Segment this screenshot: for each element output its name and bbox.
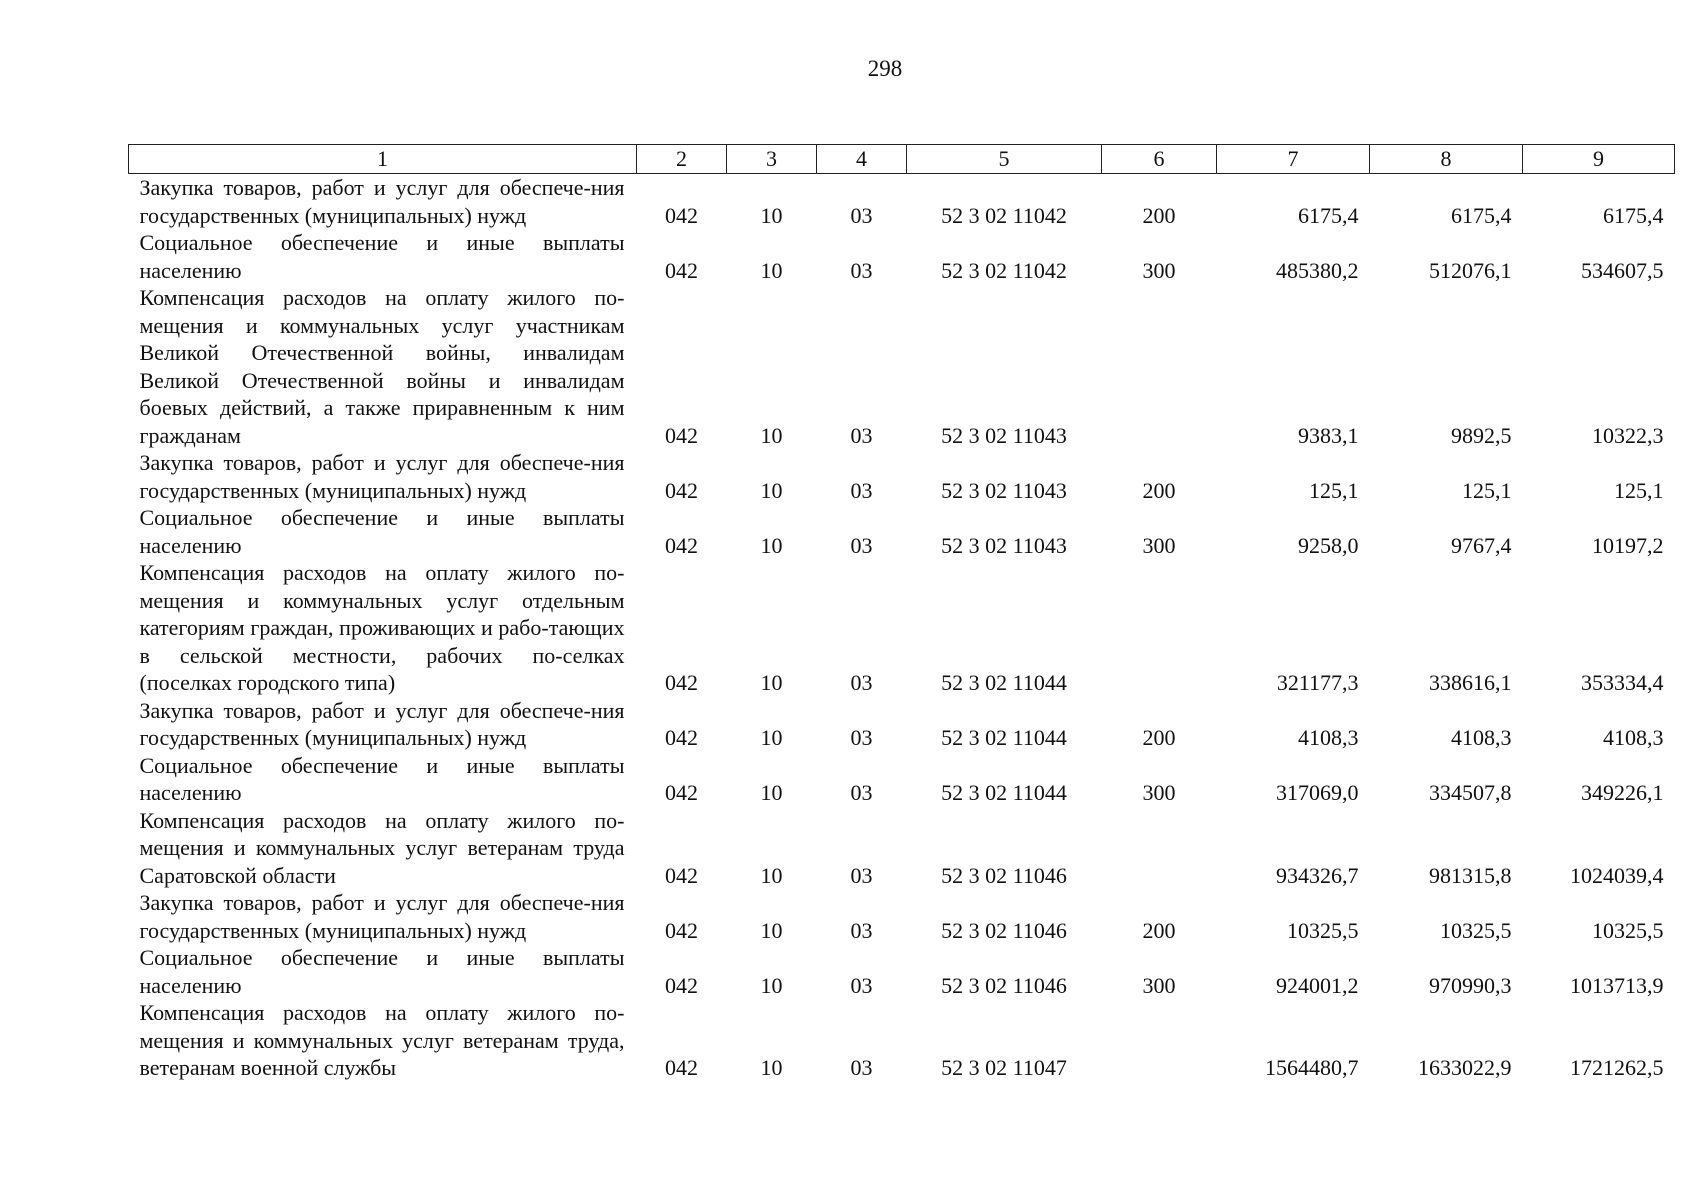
code-cell: 042 — [665, 780, 698, 805]
column-header: 7 — [1217, 145, 1370, 174]
amount-cell: 10325,5 — [1592, 917, 1664, 943]
page-number: 298 — [867, 56, 903, 81]
target-article-cell: 52 3 02 11044 — [941, 725, 1067, 750]
target-article-cell: 52 3 02 11046 — [941, 972, 1067, 998]
column-header: 9 — [1523, 145, 1675, 174]
row-name-cell: Социальное обеспечение и иные выплаты населению — [139, 945, 625, 998]
code-cell: 042 — [665, 257, 698, 283]
amount-cell: 1721262,5 — [1570, 1055, 1664, 1080]
code-cell: 042 — [665, 862, 698, 888]
row-name-cell: Компенсация расходов на оплату жилого по-мещения и коммунальных услуг ветеранам труда Саратовской области — [139, 807, 625, 888]
table-row — [129, 807, 1675, 890]
subsection-cell: 03 — [850, 257, 873, 283]
subsection-cell: 03 — [850, 670, 873, 695]
expense-type-cell: 200 — [1142, 477, 1176, 503]
table-row — [129, 889, 1675, 944]
expense-type-cell: 300 — [1142, 257, 1176, 283]
subsection-cell: 03 — [850, 422, 873, 448]
amount-cell: 10322,3 — [1592, 422, 1664, 448]
section-cell: 10 — [760, 1055, 783, 1080]
amount-cell: 934326,7 — [1276, 862, 1359, 888]
target-article-cell: 52 3 02 11042 — [941, 257, 1067, 283]
amount-cell: 338616,1 — [1429, 670, 1512, 695]
header-row — [129, 145, 1675, 174]
expense-type-cell: 200 — [1142, 202, 1176, 228]
subsection-cell: 03 — [850, 972, 873, 998]
code-cell: 042 — [665, 422, 698, 448]
amount-cell: 970990,3 — [1429, 972, 1512, 998]
target-article-cell: 52 3 02 11043 — [941, 532, 1067, 558]
expense-type-cell — [1102, 284, 1217, 449]
expense-type-cell: 200 — [1142, 917, 1176, 943]
subsection-cell: 03 — [850, 1055, 873, 1080]
row-name-cell: Социальное обеспечение и иные выплаты населению — [139, 230, 625, 283]
column-header: 5 — [907, 145, 1102, 174]
target-article-cell: 52 3 02 11043 — [941, 477, 1067, 503]
amount-cell: 981315,8 — [1429, 862, 1512, 888]
code-cell: 042 — [665, 477, 698, 503]
column-header: 6 — [1102, 145, 1217, 174]
table-row — [129, 174, 1675, 230]
expense-type-cell — [1102, 999, 1217, 1082]
amount-cell: 6175,4 — [1603, 202, 1664, 228]
code-cell: 042 — [665, 1055, 698, 1080]
column-header: 8 — [1370, 145, 1523, 174]
section-cell: 10 — [760, 670, 783, 695]
expense-type-cell — [1102, 807, 1217, 890]
expense-type-cell: 300 — [1142, 532, 1176, 558]
table-row — [129, 944, 1675, 999]
section-cell: 10 — [760, 257, 783, 283]
amount-cell: 321177,3 — [1276, 670, 1359, 695]
section-cell: 10 — [760, 422, 783, 448]
amount-cell: 6175,4 — [1451, 202, 1512, 228]
subsection-cell: 03 — [850, 780, 873, 805]
code-cell: 042 — [665, 917, 698, 943]
amount-cell: 1564480,7 — [1265, 1055, 1359, 1080]
row-name-cell: Компенсация расходов на оплату жилого по-мещения и коммунальных услуг ветеранам труда, ветеранам военной службы — [139, 1000, 625, 1080]
row-name-cell: Социальное обеспечение и иные выплаты населению — [139, 505, 625, 558]
amount-cell: 353334,4 — [1581, 670, 1664, 695]
amount-cell: 512076,1 — [1429, 257, 1512, 283]
table-row — [129, 697, 1675, 752]
amount-cell: 10325,5 — [1440, 917, 1512, 943]
amount-cell: 1633022,9 — [1418, 1055, 1512, 1080]
subsection-cell: 03 — [850, 917, 873, 943]
row-name-cell: Компенсация расходов на оплату жилого по-мещения и коммунальных услуг отдельным категориям граждан, проживающих и рабо-тающих в сельской местности, рабочих по-селках (поселках городского типа) — [139, 560, 625, 695]
subsection-cell: 03 — [850, 725, 873, 750]
table-row — [129, 999, 1675, 1082]
amount-cell: 4108,3 — [1298, 725, 1359, 750]
column-header: 1 — [129, 145, 637, 174]
table-row — [129, 504, 1675, 559]
amount-cell: 125,1 — [1462, 477, 1512, 503]
expense-type-cell: 200 — [1142, 725, 1176, 750]
section-cell: 10 — [760, 202, 783, 228]
amount-cell: 125,1 — [1309, 477, 1359, 503]
budget-table — [128, 144, 1675, 1082]
target-article-cell: 52 3 02 11042 — [941, 202, 1067, 228]
section-cell: 10 — [760, 477, 783, 503]
amount-cell: 924001,2 — [1276, 972, 1359, 998]
amount-cell: 349226,1 — [1581, 780, 1664, 805]
table-row — [129, 559, 1675, 697]
column-header: 4 — [817, 145, 907, 174]
table-row — [129, 449, 1675, 504]
section-cell: 10 — [760, 917, 783, 943]
expense-type-cell: 300 — [1142, 780, 1176, 805]
row-name-cell: Закупка товаров, работ и услуг для обеспече-ния государственных (муниципальных) нужд — [139, 175, 625, 228]
section-cell: 10 — [760, 862, 783, 888]
amount-cell: 125,1 — [1614, 477, 1664, 503]
code-cell: 042 — [665, 532, 698, 558]
subsection-cell: 03 — [850, 532, 873, 558]
amount-cell: 4108,3 — [1451, 725, 1512, 750]
section-cell: 10 — [760, 780, 783, 805]
section-cell: 10 — [760, 972, 783, 998]
row-name-cell: Закупка товаров, работ и услуг для обеспече-ния государственных (муниципальных) нужд — [139, 697, 625, 750]
table-row — [129, 752, 1675, 807]
table-row — [129, 284, 1675, 449]
amount-cell: 1024039,4 — [1570, 862, 1664, 888]
subsection-cell: 03 — [850, 477, 873, 503]
target-article-cell: 52 3 02 11046 — [941, 917, 1067, 943]
row-name-cell: Закупка товаров, работ и услуг для обеспече-ния государственных (муниципальных) нужд — [139, 890, 625, 943]
code-cell: 042 — [665, 202, 698, 228]
amount-cell: 317069,0 — [1276, 780, 1359, 805]
subsection-cell: 03 — [850, 862, 873, 888]
table-body — [129, 174, 1675, 1082]
amount-cell: 1013713,9 — [1570, 972, 1664, 998]
row-name-cell: Закупка товаров, работ и услуг для обеспече-ния государственных (муниципальных) нужд — [139, 450, 625, 503]
expense-type-cell — [1102, 559, 1217, 697]
expense-type-cell: 300 — [1142, 972, 1176, 998]
amount-cell: 10197,2 — [1592, 532, 1664, 558]
row-name-cell: Социальное обеспечение и иные выплаты населению — [139, 752, 625, 805]
amount-cell: 334507,8 — [1429, 780, 1512, 805]
subsection-cell: 03 — [850, 202, 873, 228]
target-article-cell: 52 3 02 11046 — [941, 862, 1067, 888]
amount-cell: 534607,5 — [1581, 257, 1664, 283]
amount-cell: 485380,2 — [1276, 257, 1359, 283]
section-cell: 10 — [760, 725, 783, 750]
amount-cell: 6175,4 — [1298, 202, 1359, 228]
target-article-cell: 52 3 02 11047 — [941, 1055, 1067, 1080]
row-name-cell: Компенсация расходов на оплату жилого по-мещения и коммунальных услуг участникам Великой Отечественной войны, инвалидам Великой Отечественной войны и инвалидам боевых действий, а также приравненным к ним гражданам — [139, 285, 625, 448]
amount-cell: 9383,1 — [1298, 422, 1359, 448]
column-header: 3 — [727, 145, 817, 174]
table-row — [129, 229, 1675, 284]
amount-cell: 9258,0 — [1298, 532, 1359, 558]
amount-cell: 4108,3 — [1603, 725, 1664, 750]
target-article-cell: 52 3 02 11043 — [941, 422, 1067, 448]
code-cell: 042 — [665, 972, 698, 998]
section-cell: 10 — [760, 532, 783, 558]
target-article-cell: 52 3 02 11044 — [941, 780, 1067, 805]
column-header: 2 — [637, 145, 727, 174]
amount-cell: 9767,4 — [1451, 532, 1512, 558]
amount-cell: 9892,5 — [1451, 422, 1512, 448]
amount-cell: 10325,5 — [1287, 917, 1359, 943]
code-cell: 042 — [665, 670, 698, 695]
code-cell: 042 — [665, 725, 698, 750]
target-article-cell: 52 3 02 11044 — [941, 670, 1067, 695]
